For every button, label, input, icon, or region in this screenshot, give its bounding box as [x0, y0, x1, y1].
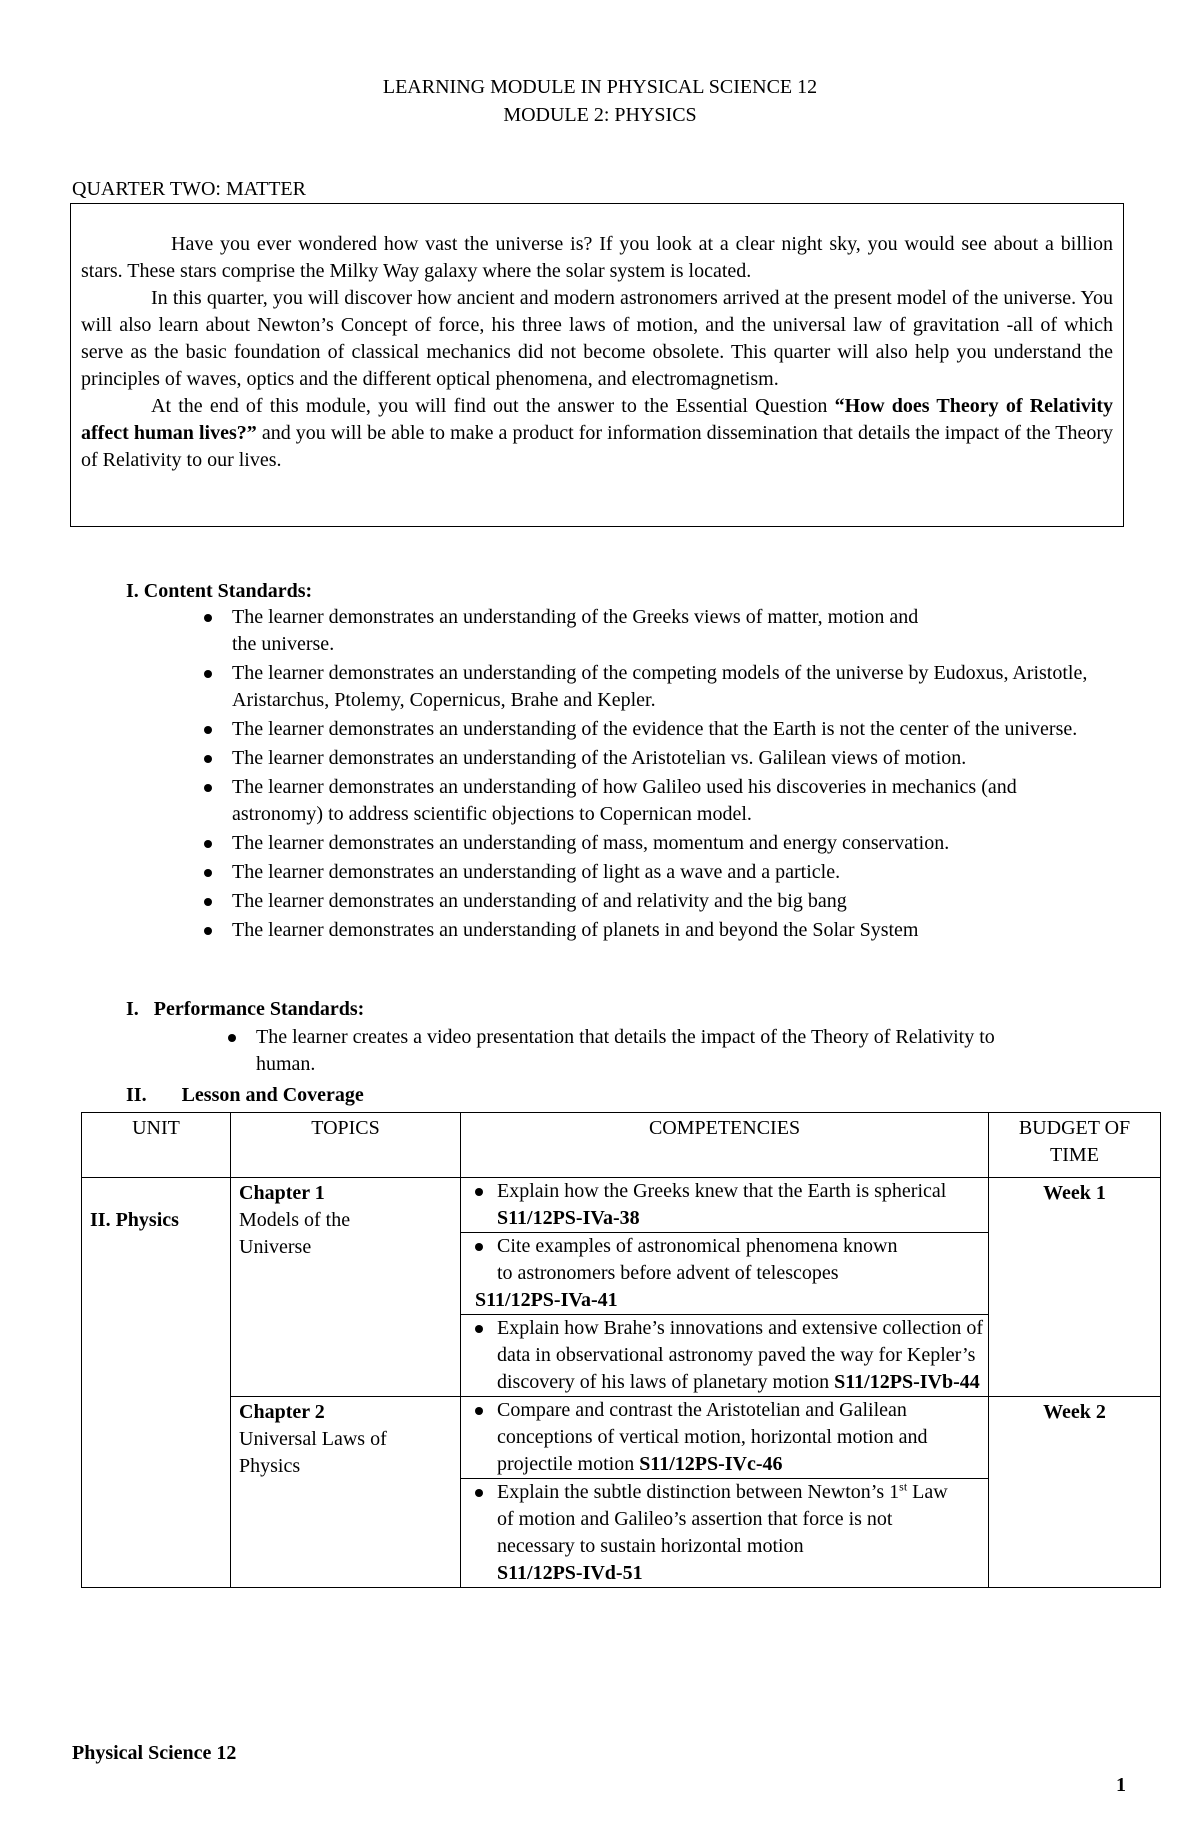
performance-standards-heading: I. Performance Standards: — [126, 998, 365, 1020]
budget-cell-week1: Week 1 — [989, 1178, 1161, 1397]
chapter1-title: Chapter 1 — [239, 1182, 325, 1204]
bullet-icon — [475, 1243, 483, 1251]
chapter2-name: Universal Laws of Physics — [239, 1428, 387, 1477]
bullet-icon — [475, 1325, 483, 1333]
list-item: The learner demonstrates an understanding of and relativity and the big bang — [200, 888, 1100, 915]
performance-standards-list — [224, 1024, 1024, 1080]
budget-cell-week2: Week 2 — [989, 1397, 1161, 1588]
chapter1-name: Models of the Universe — [239, 1209, 351, 1258]
list-item: The learner demonstrates an understanding of the evidence that the Earth is not the center of the universe. — [200, 716, 1100, 743]
competency-item: Cite examples of astronomical phenomena known to astronomers before advent of telescopes S11/12PS-IVa-41 — [461, 1233, 988, 1315]
competencies-cell-chapter2 — [461, 1397, 989, 1588]
column-header-unit: UNIT — [82, 1113, 231, 1178]
topic-cell-chapter1 — [231, 1178, 461, 1397]
intro-p3-start: At the end of this module, you will find out the answer to the Essential Question — [151, 395, 835, 417]
competency-item: Explain the subtle distinction between Newton’s 1st Law of motion and Galileo’s assertion that force is not necessary to sustain horizontal motion S11/12PS-IVd-51 — [461, 1479, 988, 1587]
list-item: The learner demonstrates an understanding of planets in and beyond the Solar System — [200, 917, 1100, 944]
bullet-icon — [228, 1034, 236, 1042]
list-item: The learner demonstrates an understanding of light as a wave and a particle. — [200, 859, 1100, 886]
list-item: The learner demonstrates an understanding of how Galileo used his discoveries in mechanics (and astronomy) to address scientific objections to Copernican model. — [200, 774, 1100, 828]
intro-paragraph-3 — [81, 393, 1113, 474]
bullet-icon — [204, 755, 212, 763]
list-item: The learner creates a video presentation that details the impact of the Theory of Relativity to human. — [224, 1024, 1024, 1078]
competency-item: Explain how Brahe’s innovations and extensive collection of data in observational astronomy paved the way for Kepler’s discovery of his laws of planetary motion S11/12PS-IVb-44 — [461, 1315, 988, 1396]
bullet-icon — [204, 614, 212, 622]
list-item: The learner demonstrates an understanding of mass, momentum and energy conservation. — [200, 830, 1100, 857]
column-header-topics: TOPICS — [231, 1113, 461, 1178]
intro-box — [70, 203, 1124, 527]
page-number: 1 — [1116, 1774, 1126, 1796]
chapter2-title: Chapter 2 — [239, 1401, 325, 1423]
module-title: LEARNING MODULE IN PHYSICAL SCIENCE 12 — [382, 76, 818, 98]
unit-label: II. Physics — [90, 1209, 179, 1231]
bullet-icon — [204, 927, 212, 935]
bullet-icon — [204, 840, 212, 848]
quarter-heading: QUARTER TWO: MATTER — [72, 178, 306, 200]
list-item: The learner demonstrates an understanding of the competing models of the universe by Eudoxus, Aristotle, Aristarchus, Ptolemy, Copernicus, Brahe and Kepler. — [200, 660, 1100, 714]
bullet-icon — [475, 1188, 483, 1196]
bullet-icon — [204, 726, 212, 734]
competencies-cell-chapter1 — [461, 1178, 989, 1397]
lesson-coverage-table — [81, 1112, 1161, 1588]
column-header-competencies: COMPETENCIES — [461, 1113, 989, 1178]
competency-item: Compare and contrast the Aristotelian and Galilean conceptions of vertical motion, horizontal motion and projectile motion S11/12PS-IVc-46 — [461, 1397, 988, 1479]
topic-cell-chapter2 — [231, 1397, 461, 1588]
bullet-icon — [204, 869, 212, 877]
bullet-icon — [204, 898, 212, 906]
table-row — [82, 1397, 1161, 1588]
intro-paragraph-1: Have you ever wondered how vast the universe is? If you look at a clear night sky, you would see about a billion stars. These stars comprise the Milky Way galaxy where the solar system is located. — [81, 233, 1113, 282]
bullet-icon — [475, 1407, 483, 1415]
content-standards-list — [200, 604, 1100, 946]
list-item: The learner demonstrates an understanding of the Aristotelian vs. Galilean views of motion. — [200, 745, 1100, 772]
module-subtitle: MODULE 2: PHYSICS — [503, 104, 697, 126]
table-header-row — [82, 1113, 1161, 1178]
content-standards-heading: I. Content Standards: — [126, 580, 313, 602]
essential-question: “How does Theory of Relativity affect human lives?” — [81, 395, 1114, 444]
lesson-coverage-heading: II. Lesson and Coverage — [126, 1084, 364, 1106]
table-row — [82, 1178, 1161, 1397]
intro-p3-end: and you will be able to make a product for information dissemination that details the impact of the Theory of Relativity to our lives. — [81, 422, 1113, 471]
column-header-budget: BUDGET OF TIME — [989, 1113, 1161, 1178]
unit-cell — [82, 1178, 231, 1588]
footer-subject: Physical Science 12 — [72, 1742, 237, 1764]
intro-paragraph-2: In this quarter, you will discover how ancient and modern astronomers arrived at the present model of the universe. You will also learn about Newton’s Concept of force, his three laws of motion, and the universal law of gravitation -all of which serve as the basic foundation of classical mechanics did not become obsolete. This quarter will also help you understand the principles of waves, optics and the different optical phenomena, and electromagnetism. — [81, 287, 1113, 390]
bullet-icon — [204, 670, 212, 678]
list-item: The learner demonstrates an understanding of the Greeks views of matter, motion and the universe. — [200, 604, 1100, 658]
bullet-icon — [475, 1489, 483, 1497]
competency-item: Explain how the Greeks knew that the Earth is spherical S11/12PS-IVa-38 — [461, 1178, 988, 1233]
bullet-icon — [204, 784, 212, 792]
